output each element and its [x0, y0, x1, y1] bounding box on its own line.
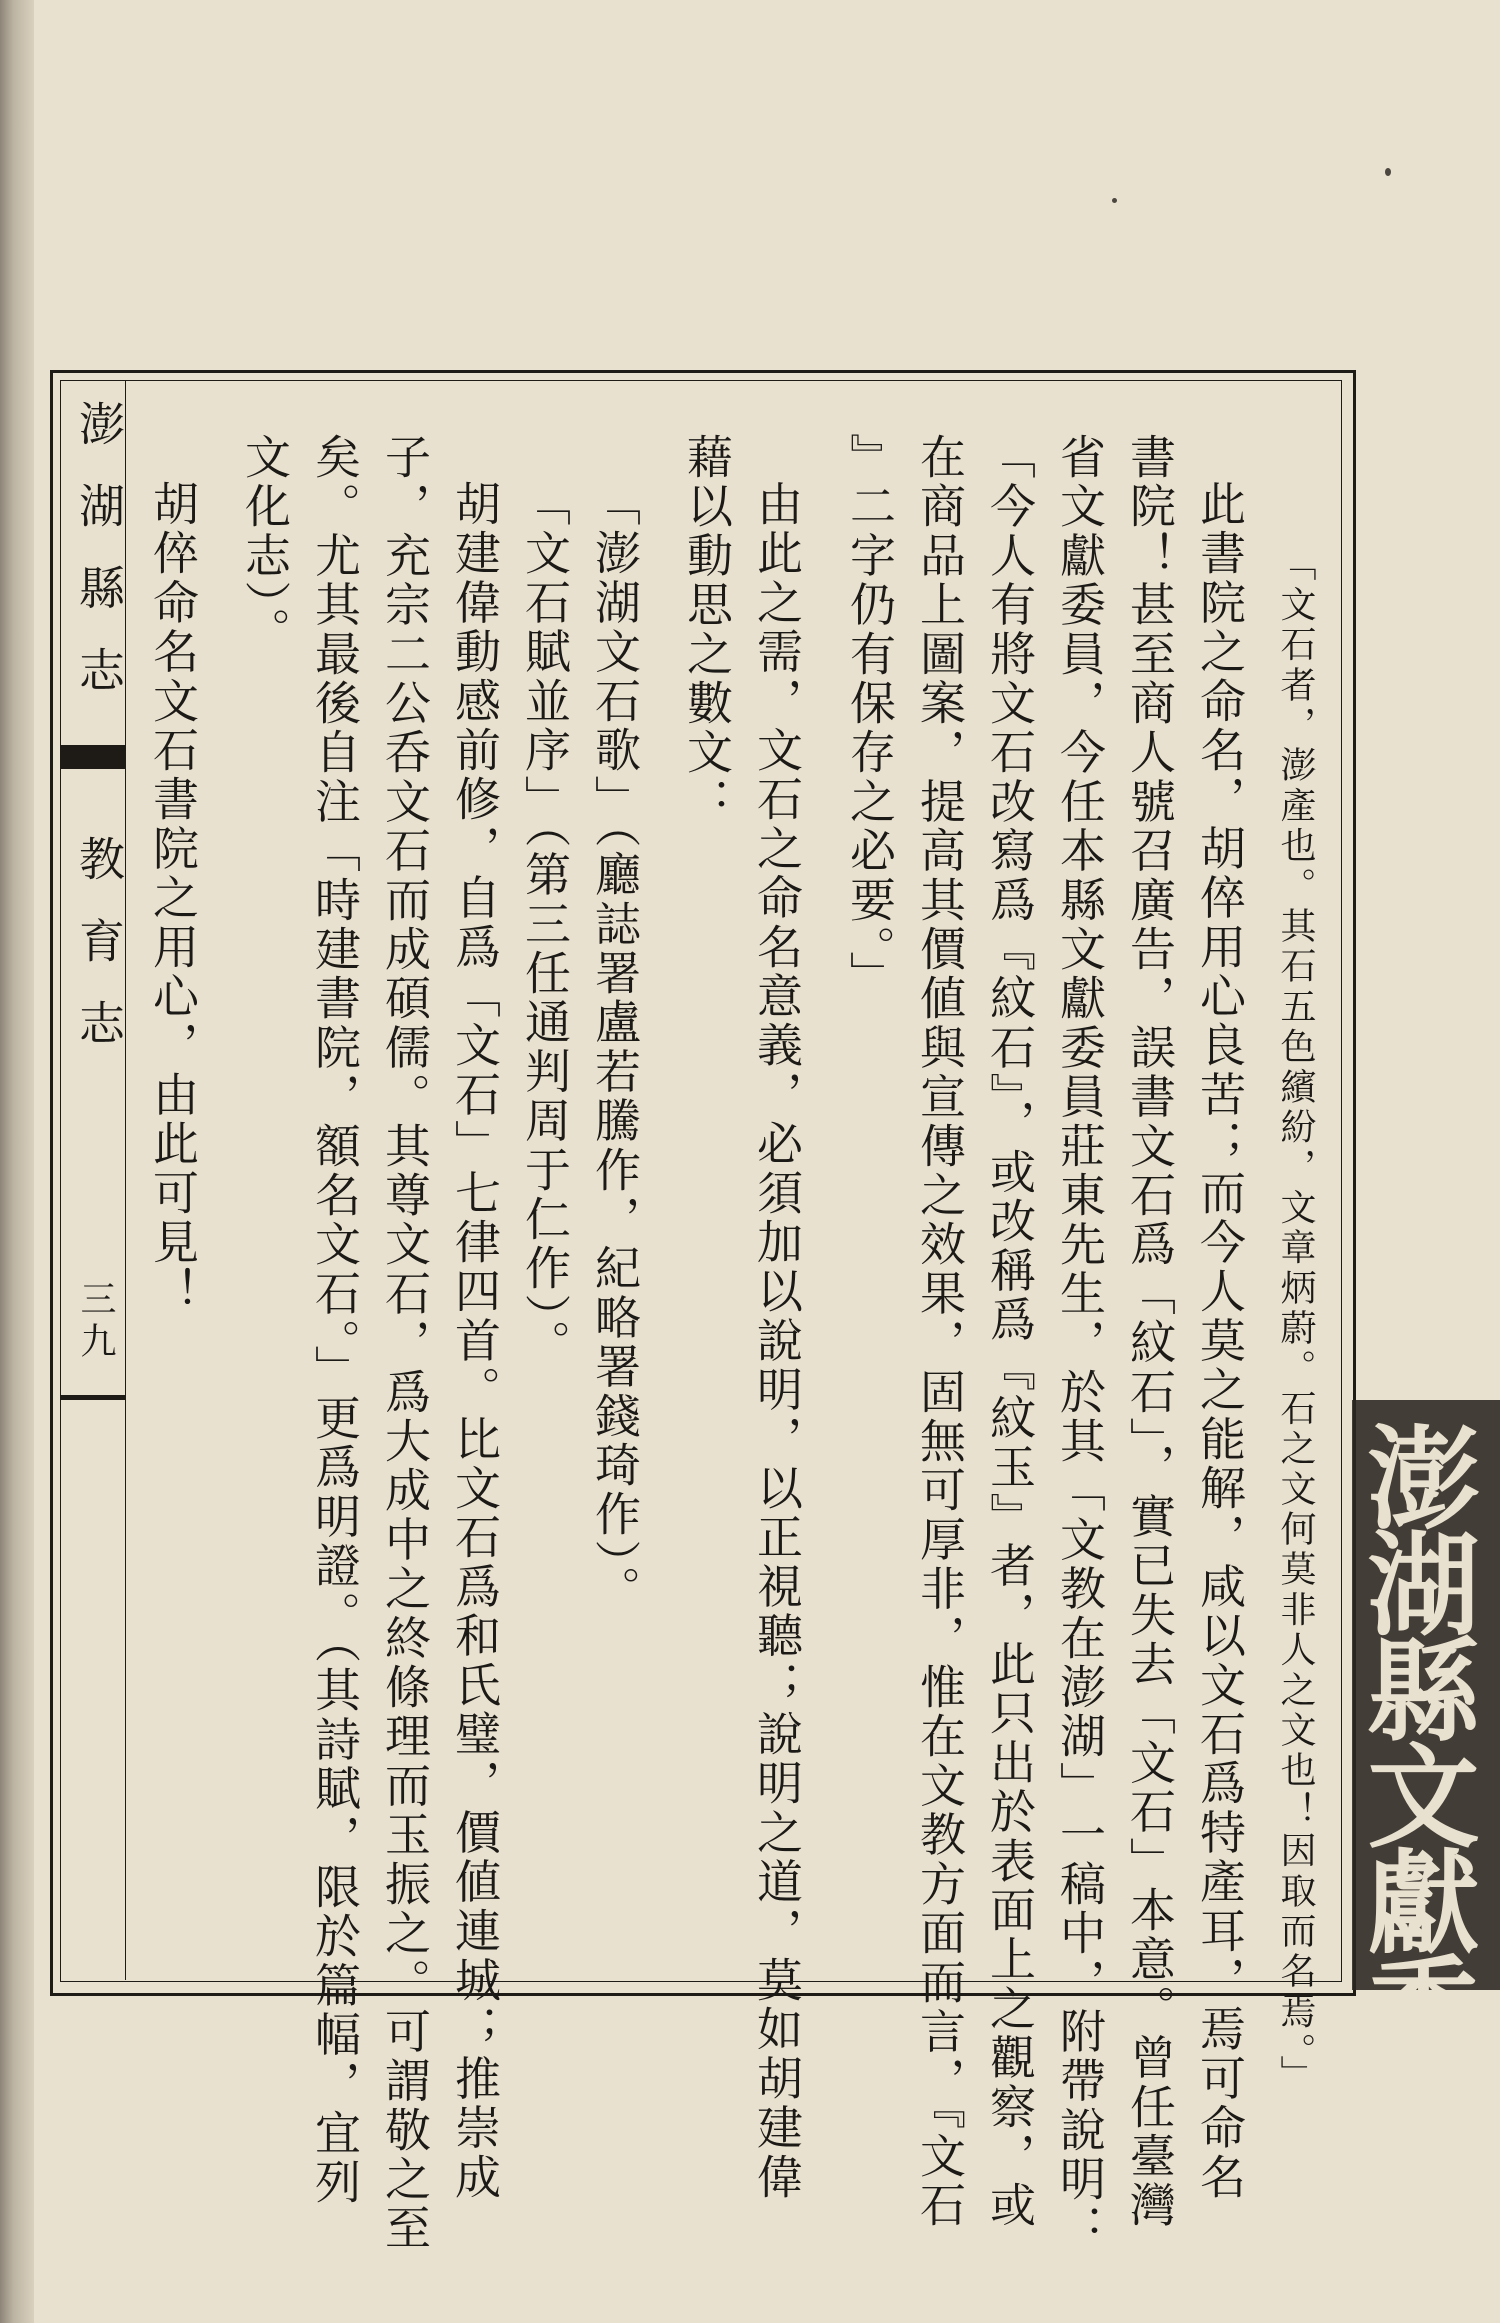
paper-speck: [1385, 168, 1391, 176]
quoted-passage: 「文石者，澎產也。其石五色繽紛，文章炳蔚。石之文何莫非人之文也！因取而名焉。」: [1275, 545, 1316, 2095]
margin-black-tab: [60, 745, 125, 769]
text-column-11: 胡建偉動感前修，自爲「文石」七律四首。比文石爲和氏璧，價値連城；推崇成: [448, 480, 502, 2202]
publisher-stamp: 澎湖縣文獻委員會: [1349, 1420, 1480, 2268]
text-column-7: 由此之需，文石之命名意義，必須加以說明，以正視聽；說明之道，莫如胡建偉: [750, 480, 804, 2202]
text-column-15: 胡倅命名文石書院之用心，由此可見！: [146, 480, 200, 1317]
text-column-2: 書院！甚至商人號召廣告，誤書文石爲「紋石」，實已失去「文石」本意。曾任臺灣: [1123, 433, 1177, 2231]
page-edge: [0, 0, 34, 2323]
text-column-4: 「今人有將文石改寫爲『紋石』，或改稱爲『紋玉』者，此只出於表面上之觀察，或: [983, 433, 1037, 2231]
page-number: 三九: [75, 1280, 116, 1364]
text-column-12: 子，充宗二公呑文石而成碩儒。其尊文石，爲大成中之終條理而玉振之。可謂敬之至: [378, 433, 432, 2254]
text-column-9: 「澎湖文石歌」（廳誌署盧若騰作，紀略署錢琦作）。: [588, 480, 642, 1615]
text-column-8: 藉以動思之數文：: [680, 433, 734, 827]
section-title: 教育志: [72, 835, 126, 1081]
text-column-5: 在商品上圖案，提高其價値與宣傳之效果，固無可厚非，惟在文教方面而言，『文石: [913, 433, 967, 2231]
margin-divider: [60, 1395, 125, 1400]
text-column-14: 文化志）。: [238, 433, 292, 656]
paper-speck: [1112, 198, 1117, 203]
text-column-10: 「文石賦並序」（第三任通判周于仁作）。: [518, 480, 572, 1369]
text-column-1: 此書院之命名，胡倅用心良苦；而今人莫之能解，咸以文石爲特產耳，焉可命名: [1193, 480, 1247, 2202]
text-column-3: 省文獻委員，今任本縣文獻委員莊東先生，於其「文教在澎湖」一稿中，附帶說明：: [1053, 433, 1107, 2254]
book-title: 澎湖縣志: [72, 400, 126, 728]
text-column-13: 矣。尤其最後自注「時建書院，額名文石。」更爲明證。（其詩賦，限於篇幅，宜列: [308, 433, 362, 2208]
text-column-6: 』二字仍有保存之必要。」: [843, 433, 897, 1001]
